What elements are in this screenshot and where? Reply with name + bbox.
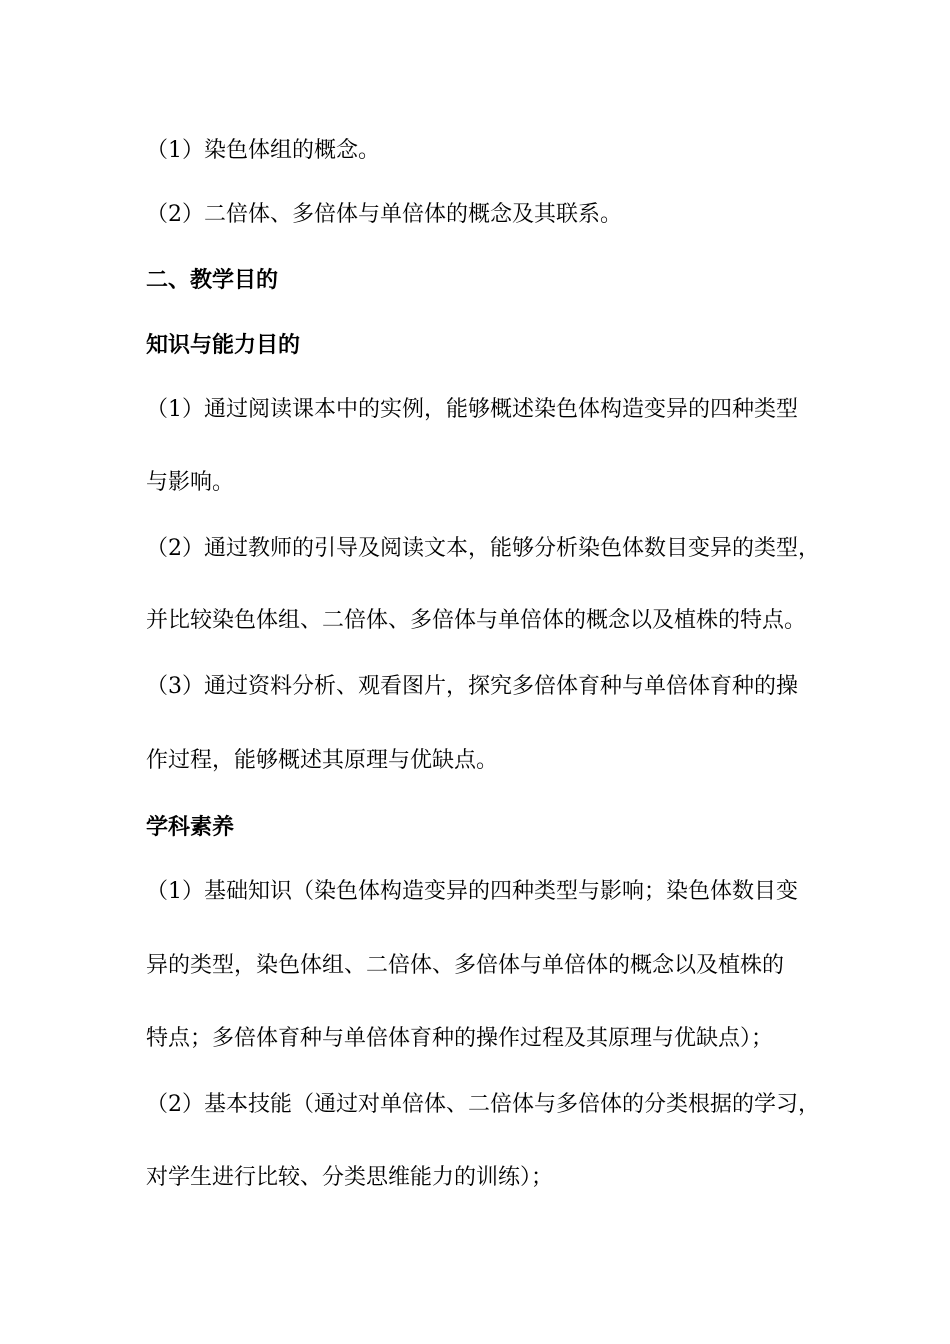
goal-1-line-2: 与影响。	[146, 470, 235, 495]
literacy-2-line-2: 对学生进行比较、分类思维能力的训练）；	[146, 1165, 554, 1190]
goal-1-line-1: （1）通过阅读课本中的实例，能够概述染色体构造变异的四种类型	[146, 397, 798, 422]
goal-3-line-2: 作过程，能够概述其原理与优缺点。	[146, 748, 499, 773]
literacy-2-line-1: （2）基本技能（通过对单倍体、二倍体与多倍体的分类根据的学习，	[146, 1092, 820, 1117]
key-point-2: （2）二倍体、多倍体与单倍体的概念及其联系。	[146, 202, 622, 227]
subheading-knowledge-ability: 知识与能力目的	[146, 332, 301, 358]
literacy-1-line-1: （1）基础知识（染色体构造变异的四种类型与影响；染色体数目变	[146, 879, 798, 904]
goal-2-line-1: （2）通过教师的引导及阅读文本，能够分析染色体数目变异的类型，	[146, 536, 820, 561]
subheading-subject-literacy: 学科素养	[146, 814, 235, 840]
key-point-1: （1）染色体组的概念。	[146, 138, 380, 163]
goal-3-line-1: （3）通过资料分析、观看图片，探究多倍体育种与单倍体育种的操	[146, 674, 798, 699]
literacy-1-line-3: 特点；多倍体育种与单倍体育种的操作过程及其原理与优缺点）；	[146, 1026, 774, 1051]
section-heading-teaching-goals: 二、教学目的	[146, 267, 279, 293]
goal-2-line-2: 并比较染色体组、二倍体、多倍体与单倍体的概念以及植株的特点。	[146, 608, 807, 633]
literacy-1-line-2: 异的类型，染色体组、二倍体、多倍体与单倍体的概念以及植株的	[146, 953, 785, 978]
